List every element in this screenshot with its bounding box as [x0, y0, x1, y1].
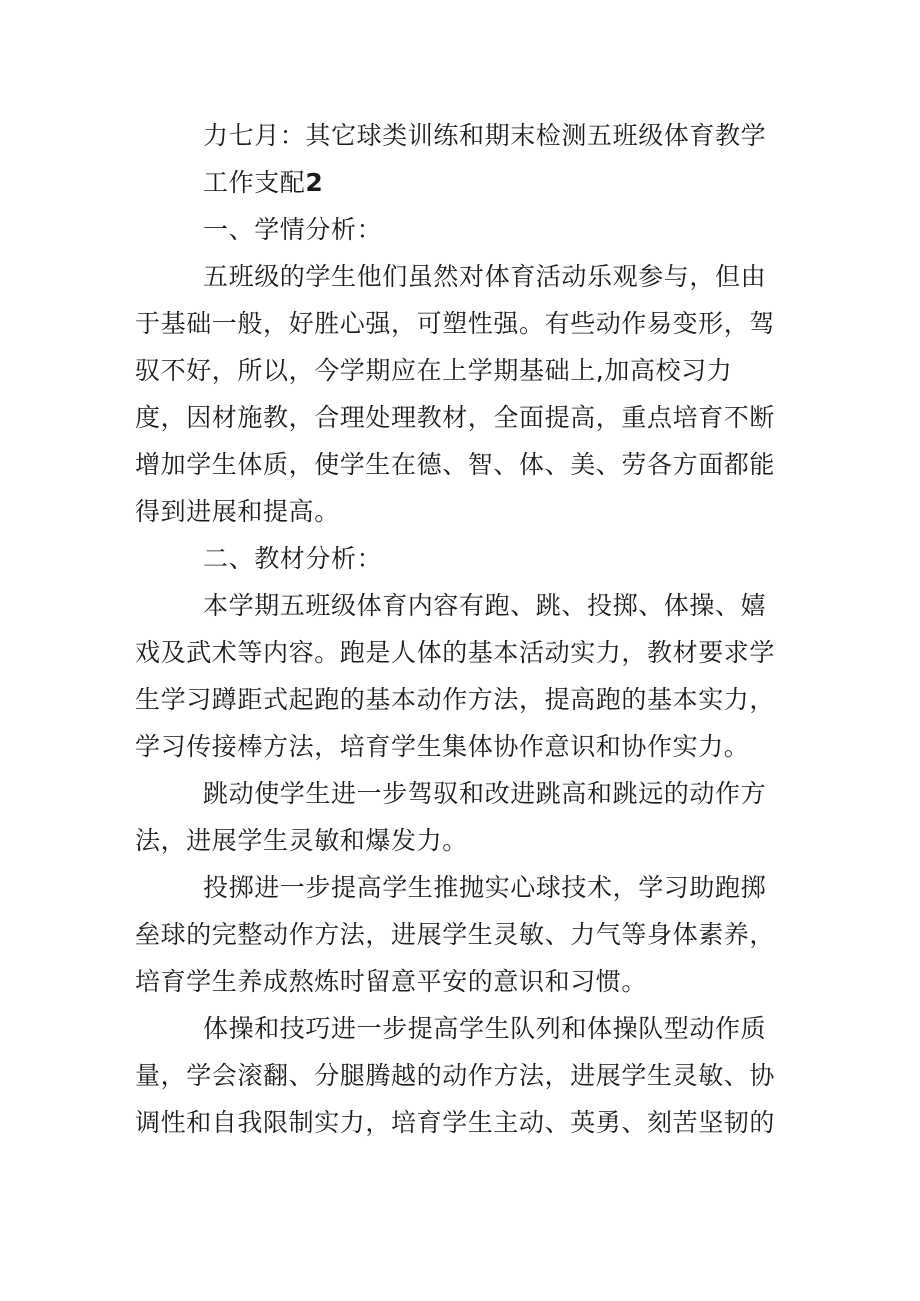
- paragraph-4-line-3: 培育学生养成熬炼时留意平安的意识和习惯。: [135, 967, 648, 996]
- paragraph-4-line-2: 垒球的完整动作方法，进展学生灵敏、力气等身体素养，: [135, 920, 776, 949]
- paragraph-2-line-3: 生学习蹲距式起跑的基本动作方法，提高跑的基本实力，: [135, 685, 776, 714]
- heading-line-2-text: 工作支配: [203, 168, 306, 197]
- heading-line-2-number: 2: [305, 168, 324, 197]
- paragraph-3-line-1: 跳动使学生进一步驾驭和改进跳高和跳远的动作方: [203, 779, 767, 808]
- paragraph-1-line-2: 于基础一般，好胜心强，可塑性强。有些动作易变形，驾: [135, 309, 776, 338]
- heading-line-2: [135, 159, 795, 206]
- paragraph-2-line-1: 本学期五班级体育内容有跑、跳、投掷、体操、嬉: [203, 591, 767, 620]
- paragraph-1-line-5: 增加学生体质，使学生在德、智、体、美、劳各方面都能: [135, 450, 776, 479]
- document-body: [135, 112, 795, 1146]
- section-title-2: 二、教材分析：: [203, 544, 383, 573]
- paragraph-4-line-1: 投掷进一步提高学生推抛实心球技术，学习助跑掷: [203, 873, 767, 902]
- paragraph-5-line-1: 体操和技巧进一步提高学生队列和体操队型动作质: [203, 1014, 767, 1043]
- paragraph-1-line-4: 度，因材施教，合理处理教材，全面提高，重点培育不断: [135, 403, 776, 432]
- section-title-1: 一、学情分析：: [203, 215, 383, 244]
- paragraph-2-line-4: 学习传接棒方法，培育学生集体协作意识和协作实力。: [135, 732, 750, 761]
- paragraph-5-line-3: 调性和自我限制实力，培育学生主动、英勇、刻苦坚韧的: [135, 1108, 776, 1137]
- paragraph-1-line-6: 得到进展和提高。: [135, 497, 340, 526]
- paragraph-1-line-3: 驭不好，所以，今学期应在上学期基础上,加高校习力: [135, 356, 733, 385]
- paragraph-1-line-1: 五班级的学生他们虽然对体育活动乐观参与，但由: [203, 262, 767, 291]
- paragraph-5-line-2: 量，学会滚翻、分腿腾越的动作方法，进展学生灵敏、协: [135, 1061, 776, 1090]
- paragraph-3-line-2: 法，进展学生灵敏和爆发力。: [135, 826, 468, 855]
- heading-line-1: 力七月：其它球类训练和期末检测五班级体育教学: [203, 121, 767, 150]
- paragraph-2-line-2: 戏及武术等内容。跑是人体的基本活动实力，教材要求学: [135, 638, 776, 667]
